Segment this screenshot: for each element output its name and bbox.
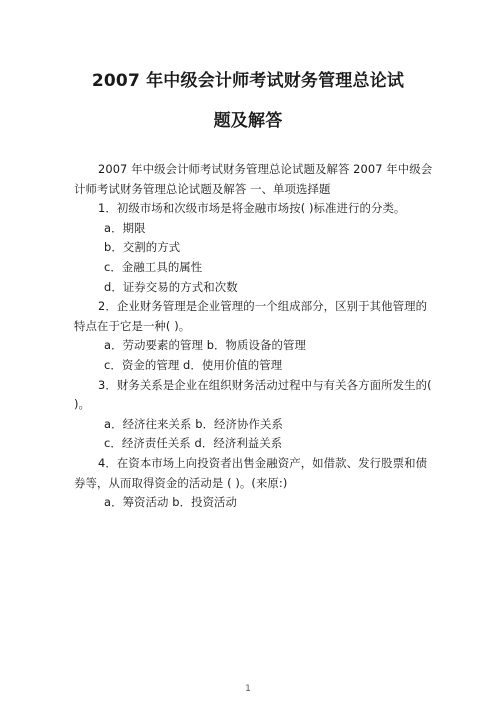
question-2-options-ab: a．劳动要素的管理 b．物质设备的管理	[104, 338, 306, 353]
question-1-option-c: c．金融工具的属性	[104, 259, 203, 274]
page-number: 1	[245, 684, 251, 694]
question-3: 3．财务关系是企业在组织财务活动过程中与有关各方面所发生的( )。	[74, 377, 432, 412]
question-1-option-a: a．期限	[104, 220, 146, 235]
document-title-line2: 题及解答	[213, 111, 283, 131]
document-title-line1: 2007 年中级会计师考试财务管理总论试	[91, 71, 405, 91]
question-3-options-cd: c．经济责任关系 d．经济利益关系	[104, 436, 283, 451]
question-2-options-cd: c．资金的管理 d．使用价值的管理	[104, 357, 283, 372]
question-1-option-b: b．交割的方式	[104, 240, 181, 255]
question-1-option-d: d．证券交易的方式和次数	[104, 279, 238, 294]
question-3-options-ab: a．经济往来关系 b．经济协作关系	[104, 416, 284, 431]
paragraph-intro: 2007 年中级会计师考试财务管理总论试题及解答 2007 年中级会计师考试财务管理总论试题及解答 一、单项选择题	[74, 162, 433, 196]
document-body	[74, 160, 434, 513]
question-2: 2．企业财务管理是企业管理的一个组成部分，区别于其他管理的特点在于它是一种( )。	[74, 299, 428, 333]
question-1: 1．初级市场和次级市场是将金融市场按( )标准进行的分类。	[98, 201, 406, 216]
question-4: 4．在资本市场上向投资者出售金融资产，如借款、发行股票和债券等，从而取得资金的活动是 ( )。(来原:)	[74, 455, 428, 490]
question-4-options-ab: a．筹资活动 b．投资活动	[104, 495, 238, 510]
